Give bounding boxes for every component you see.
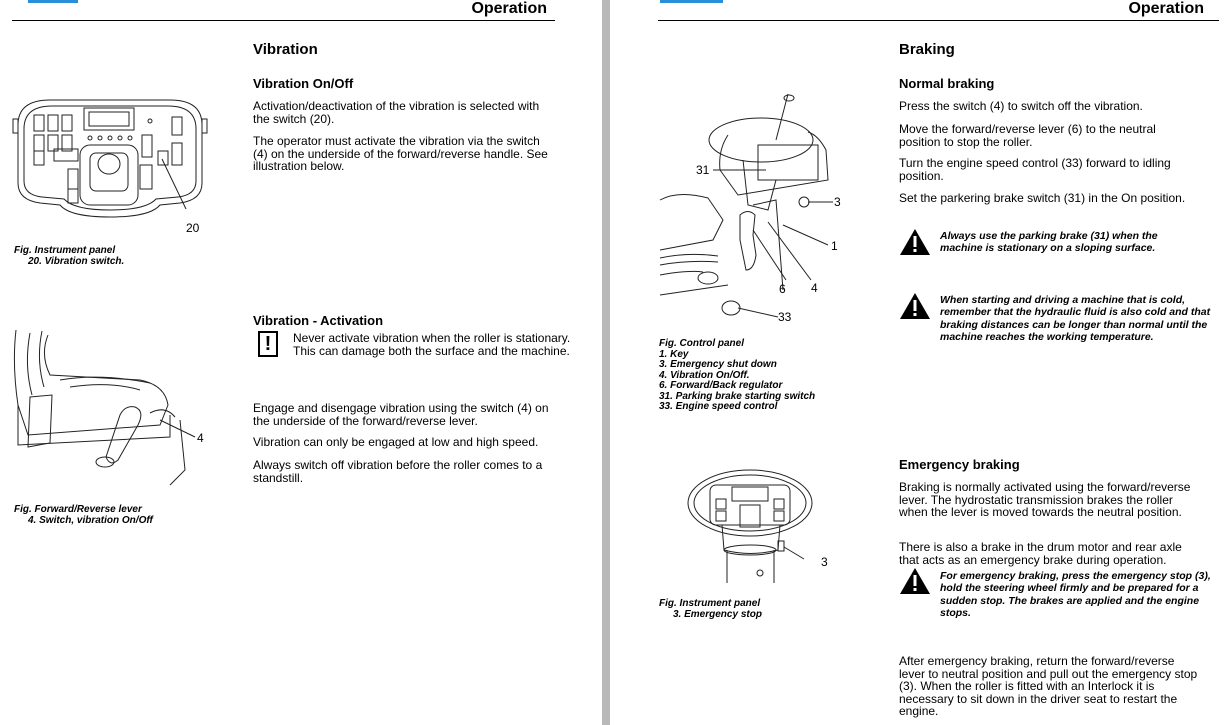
warning-text: When starting and driving a machine that is cold, remember that the hydraulic fluid is also cold and that braking distances can be longer than normal until the machine reaches the working temperature. <box>940 294 1211 343</box>
header-rule <box>658 20 1219 21</box>
notice-icon: ! <box>258 331 278 357</box>
warning-icon <box>899 567 931 595</box>
figure-caption <box>14 505 153 526</box>
callout-3: 3 <box>821 555 828 569</box>
paragraph: There is also a brake in the drum motor and rear axle that acts as an emergency brake during operation. <box>899 540 1182 567</box>
notice-text: Never activate vibration when the roller is stationary. This can damage both the surface and the machine. <box>293 331 571 358</box>
callout-4: 4 <box>811 281 818 295</box>
callout-6: 6 <box>779 282 786 296</box>
caption-line: 3. Emergency stop <box>673 608 762 620</box>
header-rule <box>12 20 555 21</box>
paragraph: Press the switch (4) to switch off the vibration. <box>899 99 1143 113</box>
header-tab-mark <box>660 0 723 3</box>
control-panel-figure <box>658 90 848 330</box>
caption-line: 3. Emergency shut down <box>659 359 777 370</box>
callout-33: 33 <box>778 310 792 324</box>
right-page <box>610 0 1229 725</box>
instrument-panel-figure <box>10 95 220 235</box>
subsection-title: Normal braking <box>899 76 995 91</box>
paragraph: Turn the engine speed control (33) forward to idling position. <box>899 156 1171 183</box>
paragraph: Move the forward/reverse lever (6) to the neutral position to stop the roller. <box>899 122 1156 149</box>
paragraph: The operator must activate the vibration via the switch (4) on the underside of the forward/reverse handle. See illustration below. <box>253 134 548 173</box>
section-title: Vibration <box>253 41 318 58</box>
figure-caption <box>659 339 815 413</box>
subsection-title: Vibration - Activation <box>253 313 384 328</box>
warning-icon <box>899 228 931 256</box>
warning-text: For emergency braking, press the emergency stop (3), hold the steering wheel firmly and be prepared for a sudden stop. The brakes are applied and the engine stops. <box>940 570 1211 619</box>
caption-line: 1. Key <box>659 348 689 360</box>
left-page <box>0 0 602 725</box>
warning-text: Always use the parking brake (31) when the machine is stationary on a sloping surface. <box>940 230 1158 255</box>
callout-3: 3 <box>834 195 841 209</box>
paragraph: Engage and disengage vibration using the switch (4) on the underside of the forward/reverse lever. <box>253 401 549 428</box>
paragraph: Always switch off vibration before the roller comes to a standstill. <box>253 458 543 485</box>
caption-line: 33. Engine speed control <box>659 401 778 412</box>
caption-line: 20. Vibration switch. <box>28 255 125 267</box>
callout-31: 31 <box>696 163 710 177</box>
caption-line: Fig. Forward/Reverse lever <box>14 504 142 515</box>
paragraph: After emergency braking, return the forward/reverse lever to neutral position and pull out the emergency stop (3). When the roller is fitted with an Interlock it is necessary to sit down in the driver seat to restart the engine. <box>899 654 1198 718</box>
caption-line: 6. Forward/Back regulator <box>659 380 783 391</box>
subsection-title: Emergency braking <box>899 457 1020 472</box>
figure-caption <box>659 599 762 620</box>
header-tab-mark <box>28 0 78 3</box>
section-title: Braking <box>899 41 955 58</box>
page-divider <box>602 0 610 725</box>
caption-line: 4. Vibration On/Off. <box>659 369 750 381</box>
paragraph: Braking is normally activated using the forward/reverse lever. The hydrostatic transmission brakes the roller when the lever is moved towards the neutral position. <box>899 480 1191 519</box>
callout-4: 4 <box>197 431 204 445</box>
subsection-title: Vibration On/Off <box>253 76 354 91</box>
warning-icon <box>899 292 931 320</box>
figure-caption <box>14 246 124 267</box>
caption-line: Fig. Control panel <box>659 338 744 349</box>
caption-line: Fig. Instrument panel <box>659 598 761 609</box>
instrument-panel-steering-figure <box>682 465 832 595</box>
caption-line: 31. Parking brake starting switch <box>659 390 816 402</box>
paragraph: Activation/deactivation of the vibration is selected with the switch (20). <box>253 99 540 126</box>
paragraph: Vibration can only be engaged at low and high speed. <box>253 435 539 449</box>
callout-20: 20 <box>186 221 200 235</box>
forward-reverse-lever-figure <box>10 325 210 500</box>
caption-line: 4. Switch, vibration On/Off <box>28 514 153 526</box>
page-header-title: Operation <box>471 0 547 17</box>
page-header-title: Operation <box>1128 0 1204 17</box>
paragraph: Set the parkering brake switch (31) in the On position. <box>899 191 1186 205</box>
caption-line: Fig. Instrument panel <box>14 245 116 256</box>
callout-1: 1 <box>831 239 838 253</box>
